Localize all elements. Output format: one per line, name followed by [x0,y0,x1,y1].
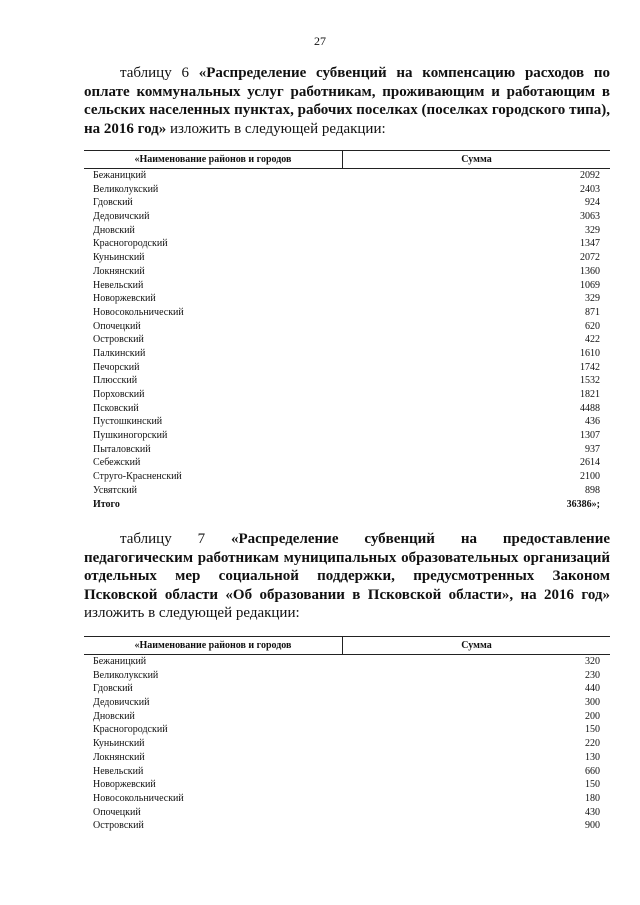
district-name: Плюсский [93,375,138,387]
table-row [93,819,600,833]
district-name: Усвятский [93,484,137,496]
table-6-header [84,150,610,169]
table-row [93,347,600,361]
district-name: Гдовский [93,197,133,209]
district-amount: 1307 [580,430,600,442]
district-amount: 620 [585,320,600,332]
district-name: Печорский [93,361,140,373]
para-lead: таблицу 6 [120,65,199,81]
district-amount: 2614 [580,457,600,469]
district-name: Струго-Красненский [93,471,182,483]
table-row [93,237,600,251]
table-row [93,751,600,765]
district-amount: 2092 [580,170,600,181]
table-6-body [93,169,600,511]
district-amount: 329 [585,293,600,305]
table-row [93,669,600,683]
district-name: Куньинский [93,252,145,264]
para-tail: изложить в следующей редакции: [166,120,386,137]
table-row [93,792,600,806]
table-row [93,361,600,375]
table-row [93,456,600,470]
district-name: Островский [93,334,144,346]
district-name: Псковский [93,402,139,414]
district-amount: 2100 [580,471,600,483]
table-row [93,737,600,751]
table-7-body [93,655,600,833]
district-name: Невельский [93,765,144,777]
district-amount: 1347 [580,238,600,250]
page-number: 27 [314,34,326,48]
district-amount: 320 [585,656,600,667]
district-name: Пыталовский [93,443,151,455]
district-amount: 1069 [580,279,600,291]
table-row [93,470,600,484]
district-name: Бежаницкий [93,170,147,181]
table-row [93,306,600,320]
table-row [93,265,600,279]
district-amount: 436 [585,416,600,428]
table-row [93,778,600,792]
district-amount: 150 [585,779,600,791]
district-amount: 150 [585,724,600,736]
district-amount: 200 [585,710,600,722]
column-header-sum: Сумма [461,154,492,165]
table-row [93,696,600,710]
table-row [93,388,600,402]
district-name: Куньинский [93,738,145,750]
district-amount: 900 [585,820,600,832]
district-amount: 3063 [580,211,600,223]
total-value: 36386»; [566,498,600,510]
para-tail: изложить в следующей редакции: [84,605,300,621]
district-name: Великолукский [93,669,159,681]
district-amount: 660 [585,765,600,777]
table-7-header [84,636,610,655]
table-row [93,484,600,498]
district-name: Дновский [93,224,135,236]
district-name: Палкинский [93,347,146,359]
total-row [93,498,600,512]
district-amount: 1360 [580,265,600,277]
table-7-intro-paragraph [84,530,610,623]
para-lead: таблицу 7 [120,531,231,547]
table-row [93,429,600,443]
district-amount: 1821 [580,389,600,400]
table-row [93,402,600,416]
district-name: Новоржевский [93,779,156,791]
district-amount: 1532 [580,375,600,387]
district-name: Новоржевский [93,293,156,305]
district-amount: 440 [585,683,600,695]
table-row [93,374,600,388]
district-name: Новосокольнический [93,792,184,804]
table-row [93,320,600,334]
column-header-sum: Сумма [461,640,492,651]
total-label: Итого [93,498,120,510]
table-row [93,279,600,293]
district-name: Невельский [93,279,144,291]
table-row [93,196,600,210]
district-name: Дедовичский [93,211,150,223]
district-amount: 130 [585,751,600,763]
district-name: Локнянский [93,751,145,763]
district-name: Островский [93,820,144,832]
table-row [93,443,600,457]
table-row [93,251,600,265]
district-name: Красногородский [93,238,168,250]
district-name: Опочецкий [93,806,141,818]
table-row [93,415,600,429]
table-row [93,292,600,306]
district-amount: 1610 [580,347,600,359]
district-amount: 230 [585,669,600,681]
district-name: Красногородский [93,724,168,736]
district-amount: 4488 [580,402,600,414]
district-name: Опочецкий [93,320,141,332]
district-name: Себежский [93,457,141,469]
district-amount: 937 [585,443,600,455]
table-row [93,723,600,737]
district-amount: 871 [585,306,600,318]
table-6-intro-paragraph [84,64,610,138]
district-amount: 1742 [580,361,600,373]
district-amount: 300 [585,697,600,709]
district-amount: 924 [585,197,600,209]
district-name: Бежаницкий [93,656,147,667]
district-name: Дедовичский [93,697,150,709]
table-row [93,682,600,696]
table-row [93,169,600,183]
district-amount: 220 [585,738,600,750]
district-amount: 180 [585,792,600,804]
table-row [93,806,600,820]
table-row [93,710,600,724]
district-name: Гдовский [93,683,133,695]
table-row [93,765,600,779]
district-amount: 898 [585,484,600,496]
table-7-title: «Распределение субвенций на предоставление педагогическим работникам муниципальных образовательных организаций отдельных мер социальной поддержки, предусмотренных Законом Псковской области «Об образовании в Псковской области», на 2016 год» [84,531,610,603]
table-6-title: «Распределение субвенций на компенсацию расходов по оплате коммунальных услуг работникам, проживающим и работающим в сельских населенных пунктах, рабочих поселках (поселках городского типа), на 2016 год» [84,65,610,137]
district-amount: 329 [585,224,600,236]
table-row [93,183,600,197]
district-amount: 2072 [580,252,600,264]
district-amount: 2403 [580,183,600,195]
column-header-name: «Наименование районов и городов [84,151,343,168]
district-name: Новосокольнический [93,306,184,318]
district-name: Пустошкинский [93,416,163,428]
district-amount: 422 [585,334,600,346]
district-name: Порховский [93,389,145,400]
district-amount: 430 [585,806,600,818]
table-row [93,224,600,238]
district-name: Локнянский [93,265,145,277]
district-name: Дновский [93,710,135,722]
table-row [93,210,600,224]
table-row [93,333,600,347]
column-header-name: «Наименование районов и городов [84,637,343,654]
district-name: Пушкиногорский [93,430,168,442]
district-name: Великолукский [93,183,159,195]
table-row [93,655,600,669]
